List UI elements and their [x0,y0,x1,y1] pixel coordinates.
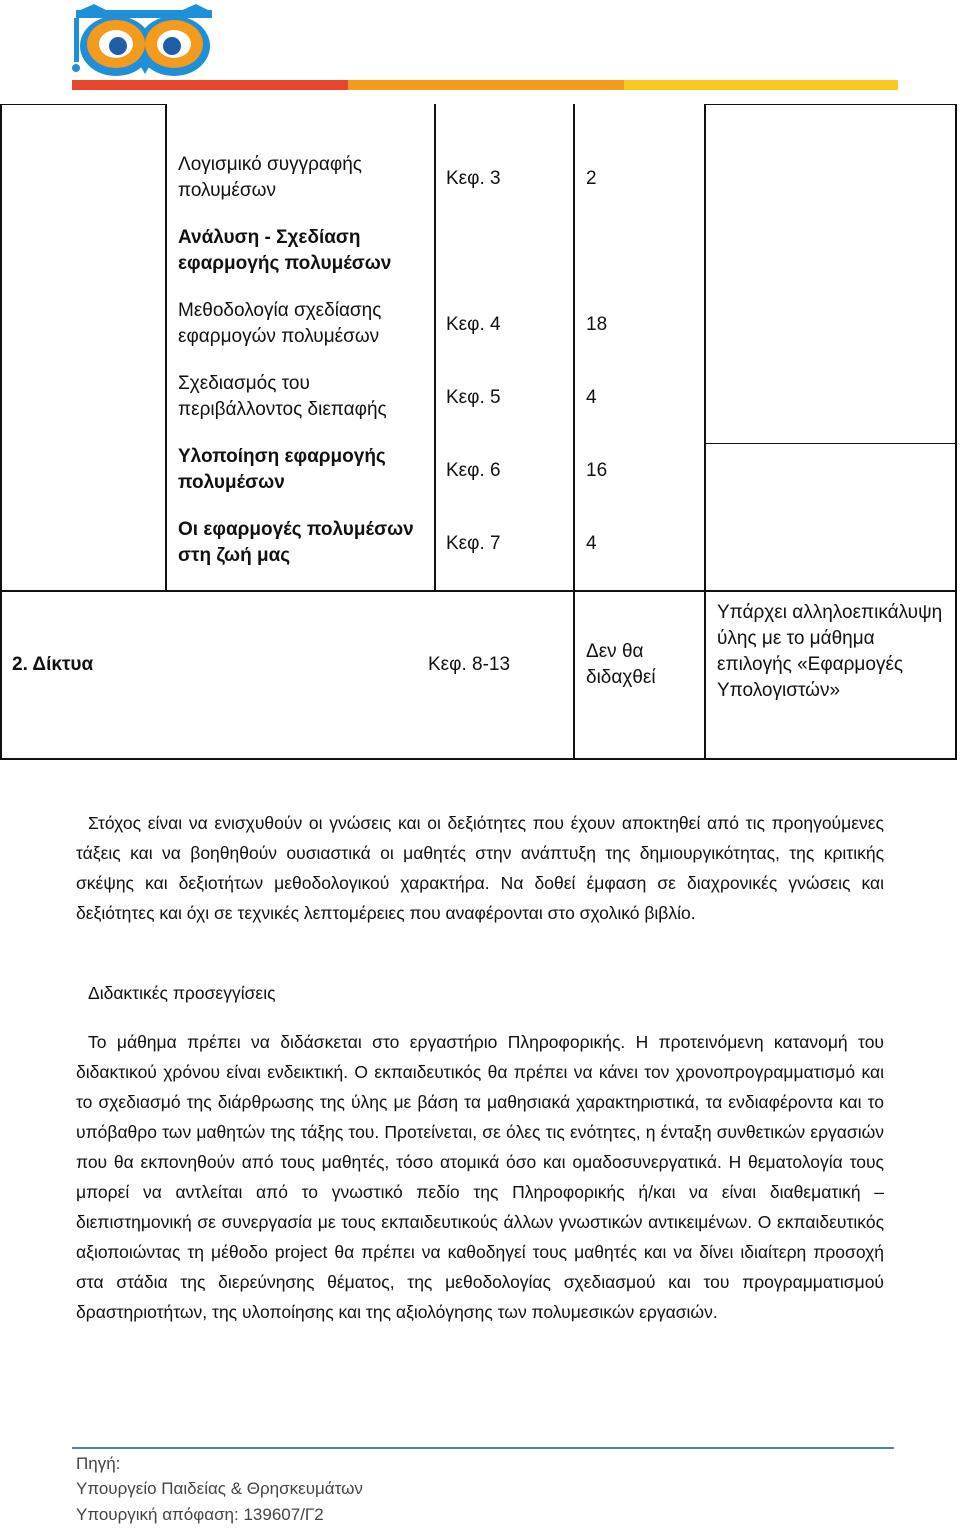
footer-divider [72,1447,894,1449]
table-cell-hours: 4 [586,533,597,554]
table-cell-hours: 18 [586,314,608,335]
table-cell-topic: Μεθοδολογία σχεδίασης εφαρμογών πολυμέσων [178,300,382,347]
table-col-divider [165,104,167,590]
table-border-top [0,104,166,105]
paragraph-goals: Στόχος είναι να ενισχυθούν οι γνώσεις και οι δεξιότητες που έχουν αποκτηθεί από τις προηγούμενες τάξεις και να βοηθηθούν ουσιαστικά οι μαθητές στην ανάπτυξη της δημιουργικότητας, της κριτικής σκέψης και δεξιοτήτων μεθοδολογικού χαρακτήρα. Να δοθεί έμφαση σε διαχρονικές γνώσεις και δεξιότητες και όχι σε τεχνικές λεπτομέρειες που αναφέρονται στο σχολικό βιβλίο. [76,813,884,923]
footer-decision: Υπουργική απόφαση: 139607/Γ2 [76,1505,324,1524]
table-border-bottom [0,758,957,760]
table-border-top [704,104,957,105]
table-cell-chapter: Κεφ. 3 [446,168,501,189]
footer-source-label: Πηγή: [76,1454,121,1473]
table-cell-topic: Λογισμικό συγγραφής πολυμέσων [178,154,362,201]
table-row-divider [705,443,956,444]
table-cell-chapter: Κεφ. 6 [446,460,501,481]
table-border-left [0,104,2,760]
section-heading: Διδακτικές προσεγγίσεις [88,983,276,1003]
table-col-divider [573,104,575,760]
table-cell-notes: Υπάρχει αλληλοεπικάλυψη ύλης με το μάθημα επιλογής «Εφαρμογές Υπολογιστών» [717,602,943,701]
table-col-divider [704,104,706,760]
header-bar-yellow [624,80,898,90]
table-cell-chapter: Κεφ. 7 [446,533,501,554]
curriculum-table [0,104,958,760]
table-cell-topic: Ανάλυση - Σχεδίαση εφαρμογής πολυμέσων [178,227,392,274]
table-cell-topic: Οι εφαρμογές πολυμέσων στη ζωή μας [178,519,414,566]
table-cell-chapter: Κεφ. 5 [446,387,501,408]
header-bar-red [72,80,348,90]
table-cell-hours: 2 [586,168,597,189]
table-cell-chapter: Κεφ. 4 [446,314,501,335]
owl-logo-icon [70,4,220,80]
table-cell-hours: 16 [586,460,608,481]
paragraph-teaching: Το μάθημα πρέπει να διδάσκεται στο εργαστήριο Πληροφορικής. Η προτεινόμενη κατανομή του διδακτικού χρόνου είναι ενδεικτική. Ο εκπαιδευτικός θα πρέπει να κάνει τον χρονοπρογραμματισμό και το σχεδιασμό της διάρθρωσης της ύλης με βάση τα μαθησιακά χαρακτηριστικά, τα ενδιαφέροντα και το υπόβαθρο των μαθητών της τάξης του. Προτείνεται, σε όλες τις ενότητες, η ένταξη συνθετικών εργασιών που θα εκπονηθούν από τους μαθητές, τόσο ατομικά όσο και ομαδοσυνεργατικά. Η θεματολογία τους μπορεί να αντλείται από το γνωστικό πεδίο της Πληροφορικής ή/και να είναι διαθεματική – διεπιστημονική σε συνεργασία με τους εκπαιδευτικούς άλλων γνωστικών αντικειμένων. Ο εκπαιδευτικός αξιοποιώντας τη μέθοδο project θα πρέπει να καθοδηγεί τους μαθητές και να δίνει ιδιαίτερη προσοχή στα στάδια της διερεύνησης θέματος, της μεθοδολογίας σχεδιασμού και του προγραμματισμού δραστηριοτήτων, της υλοποίησης και της αξιολόγησης των πολυμεσικών εργασιών. [76,1032,884,1322]
table-border-right [955,104,957,760]
table-cell-hours: Δεν θα διδαχθεί [586,641,656,688]
header-bar-orange [348,80,624,90]
table-row-divider [0,590,957,592]
table-cell-chapter: Κεφ. 8-13 [428,654,511,675]
section-title-networks: 2. Δίκτυα [12,654,94,675]
footer-ministry: Υπουργείο Παιδείας & Θρησκευμάτων [76,1479,363,1498]
table-cell-hours: 4 [586,387,597,408]
table-cell-topic: Υλοποίηση εφαρμογής πολυμέσων [178,446,386,493]
table-cell-topic: Σχεδιασμός του περιβάλλοντος διεπαφής [178,373,387,420]
table-col-divider [434,104,436,590]
